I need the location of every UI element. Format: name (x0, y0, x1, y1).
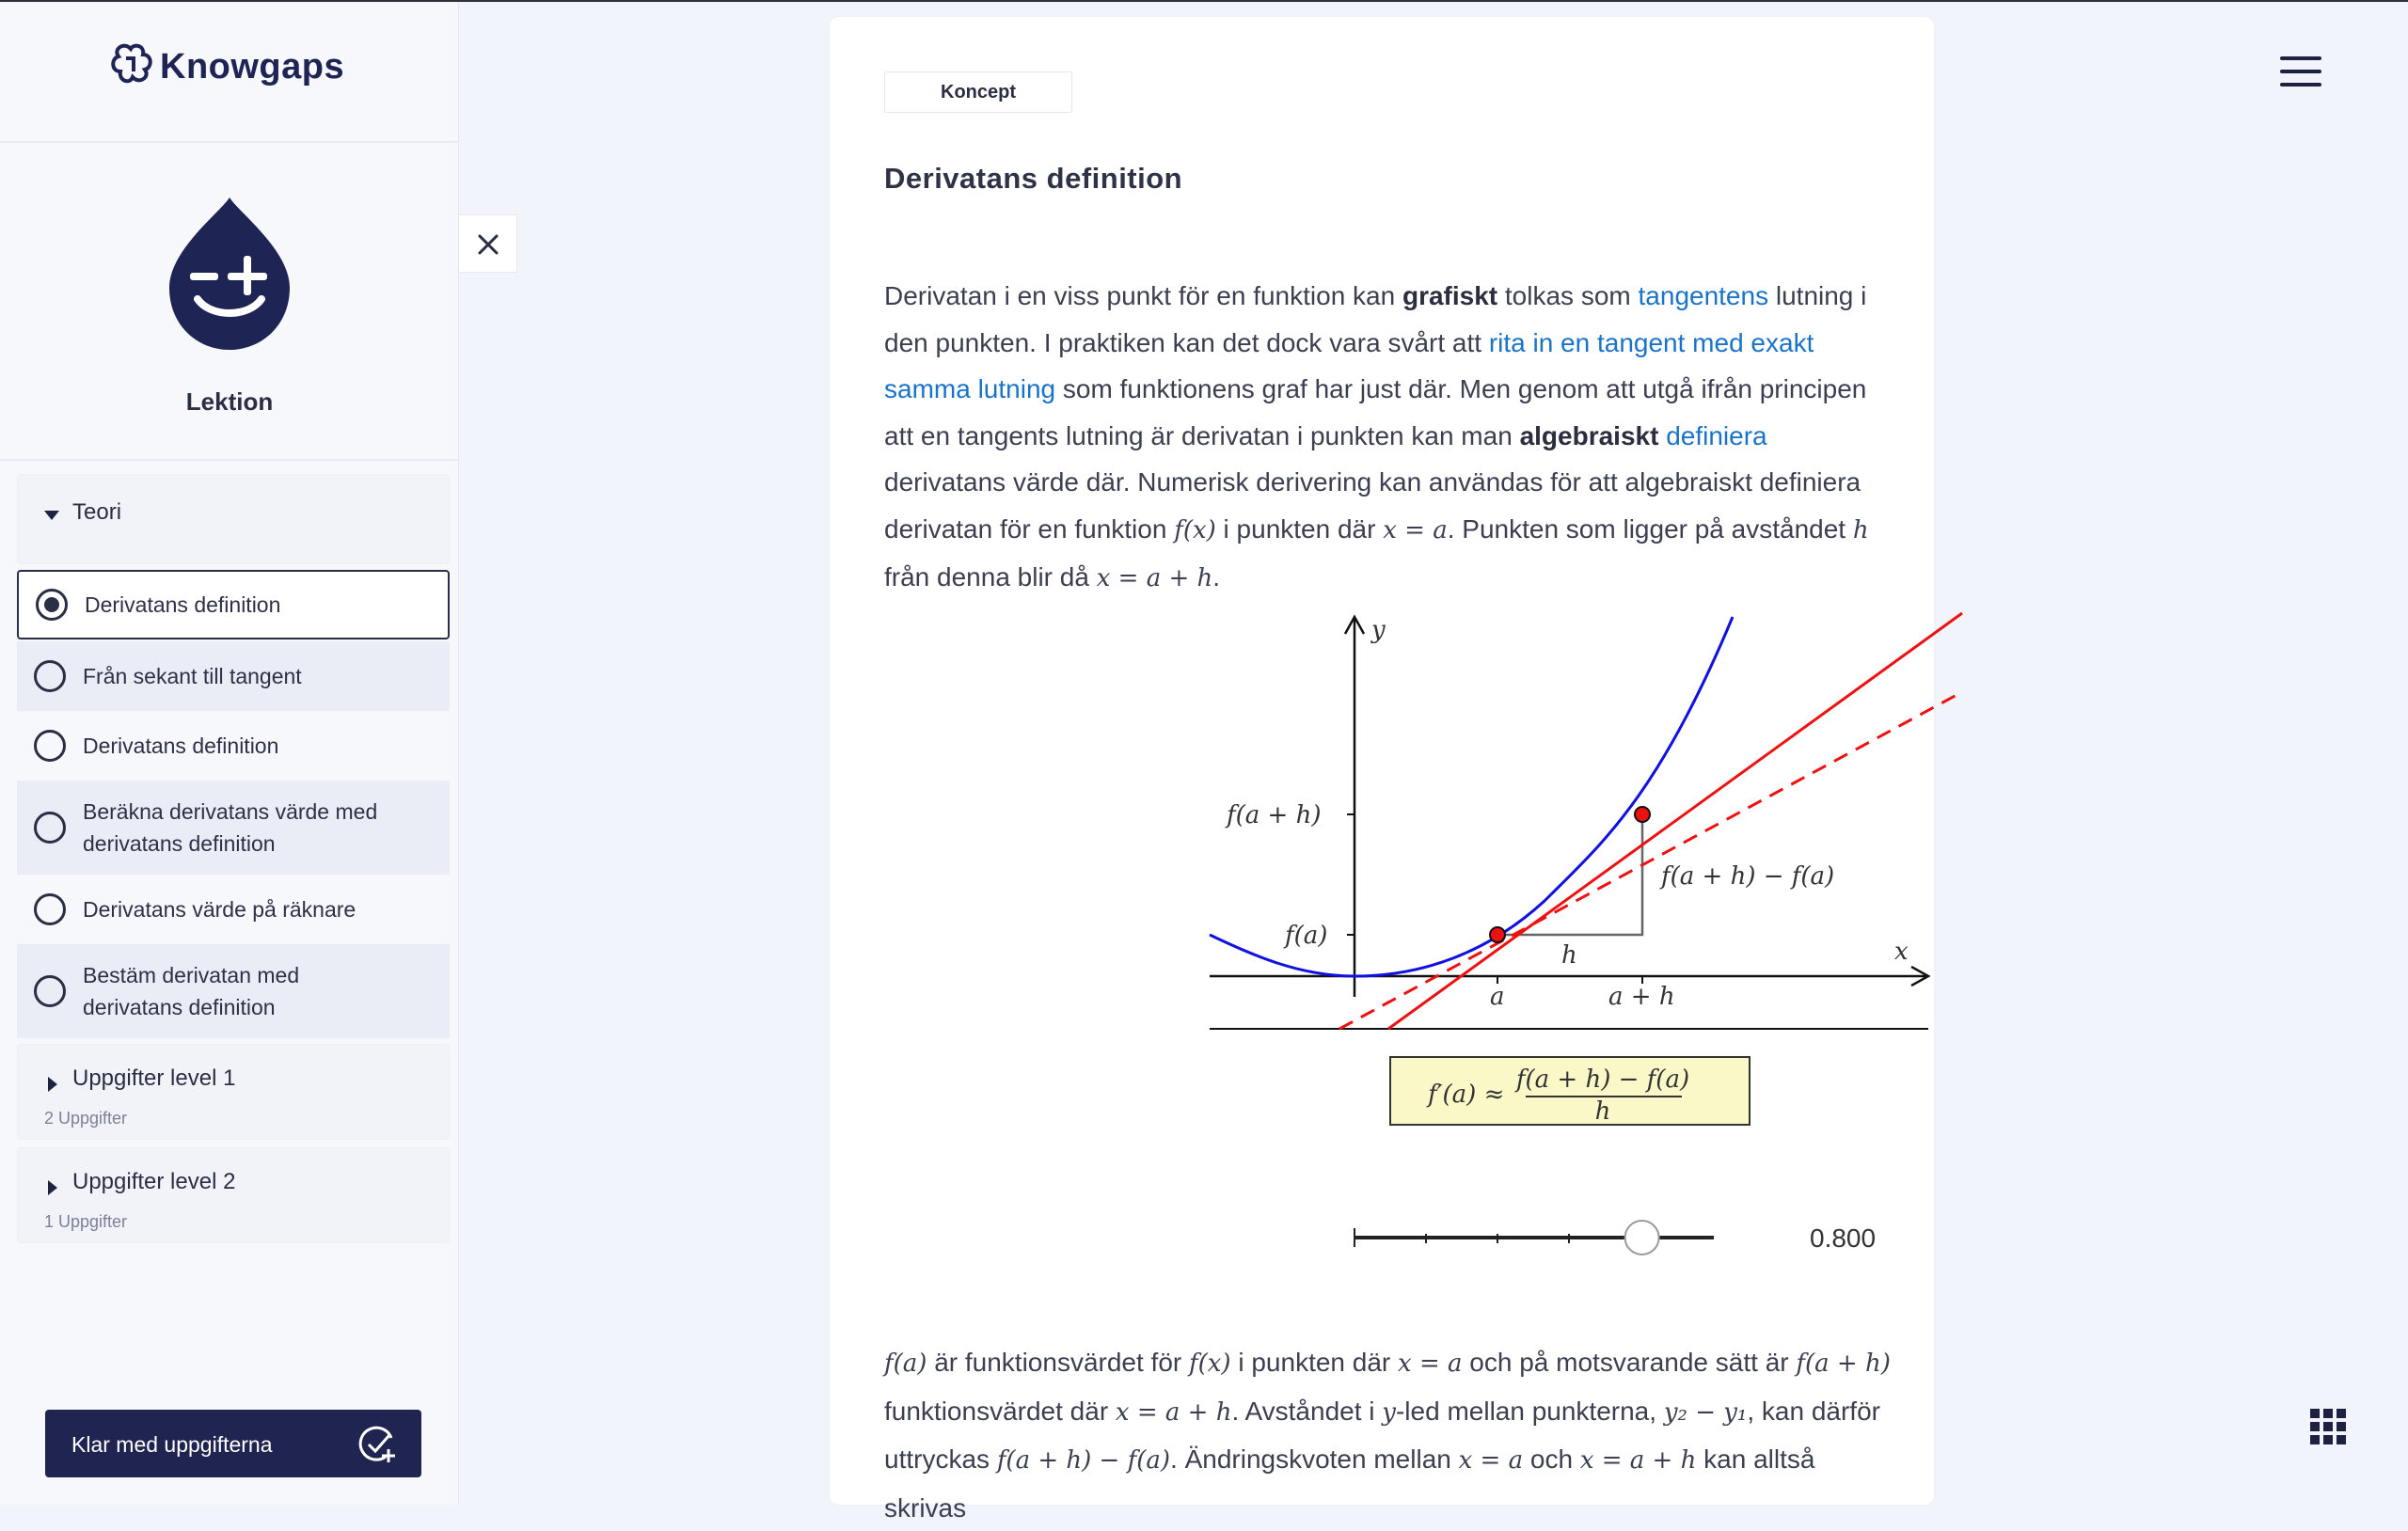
math: x = a (1458, 1446, 1524, 1475)
radio-icon (34, 730, 66, 762)
radio-icon (34, 893, 66, 925)
caret-right-icon (48, 1077, 57, 1092)
grid-dot (2310, 1435, 2320, 1444)
text: från denna blir då (884, 562, 1097, 592)
text: derivatans värde där. Numerisk derivering kan användas för att algebraiskt definiera derivatan för en funktion (884, 467, 1861, 544)
grid-dot (2337, 1422, 2346, 1431)
lesson-item-berakna[interactable] (17, 781, 450, 875)
label-line-2: derivatans definition (83, 831, 276, 856)
math: x = a + h (1579, 1446, 1697, 1475)
brand-header (0, 2, 459, 143)
menu-bar (2280, 83, 2321, 87)
secant-line (1388, 613, 1962, 1029)
math: f(a) (884, 1349, 927, 1378)
math: f(a + h) (1796, 1349, 1891, 1378)
lesson-item-label: Från sekant till tangent (83, 664, 302, 688)
paragraph-intro (884, 273, 1891, 603)
grid-dot (2310, 1422, 2320, 1431)
lesson-header (0, 145, 459, 461)
paragraph-explanation (884, 1339, 1891, 1531)
slider-value: 0.800 (1810, 1223, 1877, 1253)
tick-label-ah: a + h (1608, 983, 1675, 1011)
link-definiera[interactable]: definiera (1666, 420, 1767, 450)
page-title: Derivatans definition (884, 162, 1183, 195)
text: kan alltså skrivas (884, 1444, 1815, 1523)
content-card (830, 17, 1934, 1523)
math: y₂ − y₁ (1663, 1397, 1748, 1427)
section-title: Uppgifter level 2 (72, 1169, 236, 1194)
lesson-item-label: Derivatans definition (85, 592, 281, 617)
lesson-item-sekant-tangent[interactable] (17, 641, 450, 711)
section-count: 2 Uppgifter (44, 1109, 128, 1128)
section-uppgifter-level-2[interactable] (17, 1147, 450, 1243)
grid-dot (2323, 1422, 2333, 1431)
radio-icon (34, 660, 66, 692)
label-h: h (1561, 941, 1577, 970)
text: Derivatan i en viss punkt för en funktion kan (884, 281, 1402, 310)
text: och (1523, 1444, 1580, 1474)
radio-icon (34, 812, 66, 844)
concept-tag: Koncept (884, 71, 1072, 113)
text: . Punkten som ligger på avståndet (1447, 513, 1853, 544)
text: -led mellan punkterna, (1395, 1396, 1664, 1426)
section-uppgifter-level-1[interactable] (17, 1044, 450, 1140)
text: och på motsvarande sätt är (1462, 1348, 1797, 1377)
close-icon (459, 215, 517, 274)
math: f(x) (1189, 1349, 1231, 1378)
math: f(x) (1174, 515, 1216, 545)
brand-name[interactable]: Knowgaps (160, 47, 345, 87)
label-fah: f(a + h) (1227, 801, 1322, 829)
x-axis-label: x (1894, 938, 1909, 966)
math: y (1382, 1397, 1396, 1427)
math: x = a + h (1096, 564, 1213, 592)
lesson-item-derivatans-definition[interactable] (17, 570, 450, 639)
apps-grid-icon[interactable] (2310, 1409, 2346, 1444)
lesson-item-label: Derivatans värde på räknare (83, 897, 356, 922)
label-fa: f(a) (1285, 922, 1328, 950)
math: f(a + h) − f(a) (996, 1446, 1171, 1475)
tangent-line (1339, 694, 1958, 1029)
math: x = a + h (1115, 1397, 1232, 1427)
label-line-1: Beräkna derivatans värde med (83, 799, 378, 824)
formula-denominator: h (1594, 1097, 1611, 1126)
text: . (1212, 562, 1221, 592)
link-rita-tangent[interactable]: rita in en tangent med exakt samma lutning (884, 327, 1814, 403)
close-sidebar-button[interactable] (459, 214, 517, 273)
lesson-item-raknare[interactable] (17, 875, 450, 944)
grid-dot (2337, 1435, 2346, 1444)
lesson-item-derivatans-definition-2[interactable] (17, 711, 450, 781)
text: är funktionsvärdet för (927, 1348, 1189, 1377)
formula-numerator: f(a + h) − f(a) (1515, 1065, 1690, 1094)
label-line-2: derivatans definition (83, 995, 276, 1019)
derivative-applet[interactable] (1018, 591, 1909, 1286)
slider-knob[interactable] (1625, 1221, 1659, 1255)
knowgaps-logo-icon (109, 43, 152, 87)
section-title: Teori (72, 499, 122, 525)
label-line-1: Bestäm derivatan med (83, 963, 300, 987)
lesson-label: Lektion (185, 387, 274, 416)
label-difference: f(a + h) − f(a) (1661, 862, 1835, 891)
section-count: 1 Uppgifter (44, 1212, 128, 1231)
text: . Avståndet i (1231, 1396, 1383, 1426)
grid-dot (2337, 1409, 2346, 1418)
drop-plus-minus-icon (166, 194, 293, 352)
sidebar (0, 2, 459, 1505)
point-a-plus-h[interactable] (1635, 807, 1650, 822)
y-axis-label: y (1371, 616, 1386, 644)
radio-icon (34, 975, 66, 1007)
h-slider[interactable] (1354, 1221, 1876, 1255)
menu-button[interactable] (2280, 56, 2321, 87)
menu-bar (2280, 70, 2321, 73)
lesson-item-label: Derivatans definition (83, 734, 279, 758)
check-plus-icon (357, 1425, 397, 1464)
formula-lhs: f′(a) ≈ (1428, 1081, 1505, 1109)
tick-label-a: a (1490, 983, 1505, 1011)
text: tolkas som (1497, 281, 1639, 310)
grid-dot (2310, 1409, 2320, 1418)
section-teori[interactable] (17, 474, 450, 564)
math: h (1852, 515, 1869, 545)
point-a[interactable] (1490, 927, 1505, 942)
section-title: Uppgifter level 1 (72, 1065, 236, 1091)
link-tangentens[interactable]: tangentens (1638, 281, 1769, 310)
math: x = a (1383, 515, 1448, 545)
text: . Ändringskvoten mellan (1170, 1444, 1459, 1474)
grid-dot (2323, 1409, 2333, 1418)
done-button-label: Klar med uppgifterna (71, 1432, 273, 1457)
radio-selected-icon (36, 589, 68, 621)
text: i punkten där (1230, 1348, 1399, 1377)
menu-bar (2280, 56, 2321, 60)
text: som funktionens graf har just där. Men genom att utgå ifrån principen att en tangents lutning är derivatan i punkten kan man (884, 374, 1867, 450)
math: x = a (1398, 1349, 1463, 1378)
text: i punkten där (1215, 513, 1384, 544)
text: , kan därför uttryckas (884, 1396, 1880, 1474)
text: funktionsvärdet där (884, 1396, 1116, 1426)
done-button[interactable] (45, 1410, 421, 1477)
lesson-item-label (83, 959, 299, 1023)
caret-right-icon (48, 1180, 57, 1195)
lesson-item-bestam[interactable] (17, 944, 450, 1038)
text: lutning i den punkten. I praktiken kan det dock vara svårt att (884, 281, 1867, 357)
lesson-item-label (83, 796, 377, 860)
bold-text: grafiskt (1402, 281, 1498, 310)
grid-dot (2323, 1435, 2333, 1444)
caret-down-icon (44, 511, 59, 520)
bold-text: algebraiskt (1519, 420, 1659, 450)
